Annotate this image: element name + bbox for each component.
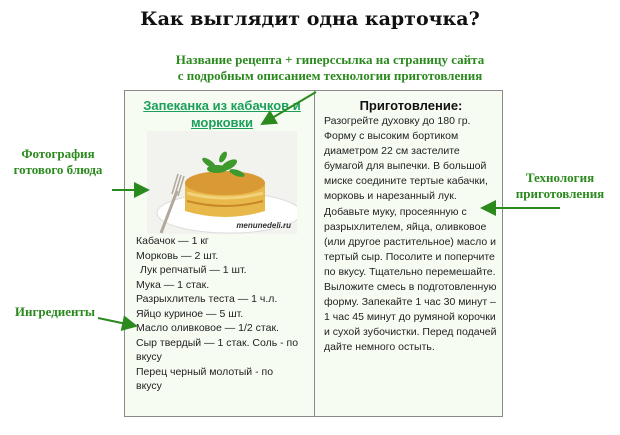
recipe-title-link[interactable]: Запеканка из кабачков и морковки — [143, 98, 301, 130]
list-item: Перец черный молотый - по — [136, 365, 274, 378]
list-item: вкусу — [136, 380, 162, 392]
annotation-line: с подробным описанием технологии приготовления — [177, 68, 483, 83]
arrow-to-ingredients — [98, 318, 136, 326]
list-item: Яйцо куриное — 5 шт. — [136, 307, 244, 320]
list-item: Масло оливковое — 1/2 стак. — [136, 322, 279, 334]
annotation-line: готового блюда — [13, 162, 103, 177]
list-item: Морковь — 2 шт. — [136, 249, 219, 262]
arrow-to-title — [262, 92, 316, 124]
annotation-line: Фотография — [21, 146, 95, 161]
list-item: Разрыхлитель теста — 1 ч.л. — [136, 293, 278, 305]
list-item: Сыр твердый — 1 стак. Соль - по — [136, 336, 299, 349]
annotation-line: Название рецепта + гиперссылка на страницу сайта — [175, 52, 485, 67]
list-item: вкусу — [136, 351, 162, 363]
photo-watermark: menunedeli.ru — [236, 221, 291, 230]
page-title: Как выглядит одна карточка? — [140, 8, 480, 30]
preparation-text: Разогрейте духовку до 180 гр. Форму с высоким бортиком диаметром 22 см застелите бумагой для выпечки. В большой миске соедините тертые кабачки, морковь и нарезанный лук. Добавьте муку, просеянную с разрыхлителем, яйца, оливковое (или другое растительное) масло и тертый сыр. Посолите и поперчите по вкусу. Тщательно перемешайте. Выложите смесь в подготовленную форму. Запекайте 1 час 30 минут – 1 час 45 минут до румяной корочки и сухой зубочистки. Перед подачей дайте немного остыть. — [324, 115, 497, 354]
annotation-ingredients: Ингредиенты — [14, 304, 96, 319]
list-item: Лук репчатый — 1 шт. — [140, 264, 247, 276]
annotation-line: приготовления — [515, 186, 605, 201]
preparation-heading: Приготовление: — [359, 98, 463, 113]
annotation-line: Технология — [525, 170, 595, 185]
list-item: Кабачок — 1 кг — [136, 235, 209, 247]
list-item: Мука — 1 стак. — [136, 278, 210, 291]
